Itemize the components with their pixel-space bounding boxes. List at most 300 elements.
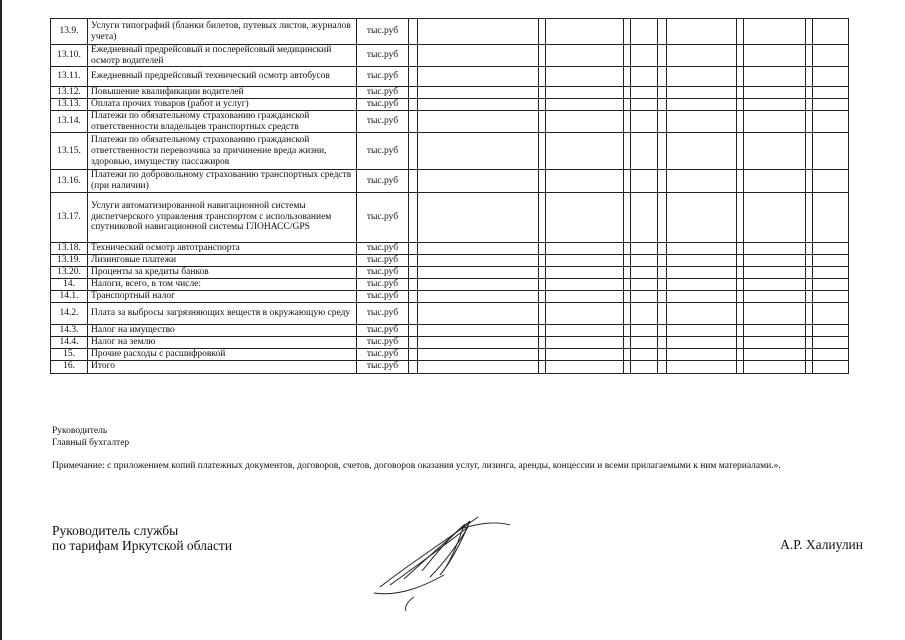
table-row bbox=[51, 242, 849, 254]
row-name: Услуги типографий (бланки билетов, путевых листов, журналов учета) bbox=[88, 19, 357, 45]
row-name: Налог на землю bbox=[88, 336, 357, 348]
row-unit: тыс.руб bbox=[357, 192, 409, 242]
value-cell bbox=[737, 254, 744, 266]
row-unit: тыс.руб bbox=[357, 242, 409, 254]
value-cell bbox=[658, 360, 667, 373]
value-cell bbox=[806, 324, 813, 336]
value-cell bbox=[631, 302, 658, 324]
value-cell bbox=[409, 336, 418, 348]
value-cell bbox=[737, 170, 744, 192]
value-cell bbox=[624, 19, 631, 45]
table-row bbox=[51, 133, 849, 170]
value-cell bbox=[624, 87, 631, 99]
value-cell bbox=[744, 19, 806, 45]
value-cell bbox=[806, 67, 813, 87]
value-cell bbox=[409, 45, 418, 67]
table-row bbox=[51, 19, 849, 45]
table-row bbox=[51, 290, 849, 302]
value-cell bbox=[624, 242, 631, 254]
value-cell bbox=[667, 360, 737, 373]
chief-accountant-label: Главный бухгалтер bbox=[52, 438, 130, 448]
row-number: 14.1. bbox=[51, 290, 88, 302]
row-unit: тыс.руб bbox=[357, 87, 409, 99]
value-cell bbox=[806, 87, 813, 99]
value-cell bbox=[546, 87, 624, 99]
row-unit: тыс.руб bbox=[357, 278, 409, 290]
row-unit: тыс.руб bbox=[357, 266, 409, 278]
value-cell bbox=[744, 133, 806, 170]
row-unit: тыс.руб bbox=[357, 336, 409, 348]
row-unit: тыс.руб bbox=[357, 348, 409, 360]
value-cell bbox=[806, 242, 813, 254]
value-cell bbox=[806, 348, 813, 360]
value-cell bbox=[539, 170, 546, 192]
table-row bbox=[51, 360, 849, 373]
value-cell bbox=[539, 45, 546, 67]
value-cell bbox=[418, 99, 539, 111]
value-cell bbox=[409, 19, 418, 45]
value-cell bbox=[539, 324, 546, 336]
table-row bbox=[51, 67, 849, 87]
value-cell bbox=[546, 45, 624, 67]
row-name: Транспортный налог bbox=[88, 290, 357, 302]
value-cell bbox=[409, 67, 418, 87]
value-cell bbox=[667, 99, 737, 111]
value-cell bbox=[737, 360, 744, 373]
value-cell bbox=[546, 266, 624, 278]
value-cell bbox=[624, 336, 631, 348]
value-cell bbox=[744, 45, 806, 67]
service-head-name: А.Р. Халиулин bbox=[780, 537, 863, 552]
row-name: Налоги, всего, в том числе: bbox=[88, 278, 357, 290]
value-cell bbox=[806, 192, 813, 242]
value-cell bbox=[737, 133, 744, 170]
value-cell bbox=[624, 360, 631, 373]
value-cell bbox=[409, 170, 418, 192]
value-cell bbox=[813, 278, 849, 290]
row-unit: тыс.руб bbox=[357, 45, 409, 67]
value-cell bbox=[744, 111, 806, 133]
value-cell bbox=[631, 19, 658, 45]
table-row bbox=[51, 278, 849, 290]
row-name: Ежедневный предрейсовый и послерейсовый медицинский осмотр водителей bbox=[88, 45, 357, 67]
table-row bbox=[51, 302, 849, 324]
row-unit: тыс.руб bbox=[357, 170, 409, 192]
value-cell bbox=[813, 290, 849, 302]
service-head-title bbox=[52, 524, 232, 553]
value-cell bbox=[418, 242, 539, 254]
value-cell bbox=[813, 45, 849, 67]
row-unit: тыс.руб bbox=[357, 19, 409, 45]
value-cell bbox=[546, 324, 624, 336]
value-cell bbox=[409, 278, 418, 290]
value-cell bbox=[539, 336, 546, 348]
value-cell bbox=[658, 19, 667, 45]
value-cell bbox=[813, 266, 849, 278]
value-cell bbox=[631, 266, 658, 278]
value-cell bbox=[624, 67, 631, 87]
value-cell bbox=[813, 192, 849, 242]
value-cell bbox=[658, 348, 667, 360]
value-cell bbox=[658, 192, 667, 242]
row-unit: тыс.руб bbox=[357, 360, 409, 373]
row-name: Услуги автоматизированной навигационной системы диспетчерского управления транспортом с использованием спутниковой навигационной системы ГЛОНАСС/GPS bbox=[88, 192, 357, 242]
value-cell bbox=[813, 133, 849, 170]
value-cell bbox=[624, 302, 631, 324]
value-cell bbox=[624, 170, 631, 192]
row-name: Повышение квалификации водителей bbox=[88, 87, 357, 99]
value-cell bbox=[658, 87, 667, 99]
row-number: 13.18. bbox=[51, 242, 88, 254]
value-cell bbox=[418, 336, 539, 348]
value-cell bbox=[806, 254, 813, 266]
value-cell bbox=[813, 302, 849, 324]
value-cell bbox=[624, 324, 631, 336]
value-cell bbox=[667, 278, 737, 290]
value-cell bbox=[539, 254, 546, 266]
value-cell bbox=[539, 192, 546, 242]
value-cell bbox=[813, 348, 849, 360]
value-cell bbox=[418, 133, 539, 170]
value-cell bbox=[806, 278, 813, 290]
value-cell bbox=[418, 302, 539, 324]
table-row bbox=[51, 99, 849, 111]
value-cell bbox=[409, 302, 418, 324]
value-cell bbox=[418, 45, 539, 67]
service-head-title-line2: по тарифам Иркутской области bbox=[52, 537, 233, 553]
value-cell bbox=[737, 336, 744, 348]
row-unit: тыс.руб bbox=[357, 111, 409, 133]
value-cell bbox=[737, 302, 744, 324]
value-cell bbox=[546, 133, 624, 170]
row-name: Проценты за кредиты банков bbox=[88, 266, 357, 278]
row-number: 13.9. bbox=[51, 19, 88, 45]
row-name: Прочие расходы с расшифровкой bbox=[88, 348, 357, 360]
row-number: 13.11. bbox=[51, 67, 88, 87]
value-cell bbox=[737, 242, 744, 254]
value-cell bbox=[658, 45, 667, 67]
value-cell bbox=[806, 111, 813, 133]
value-cell bbox=[546, 348, 624, 360]
expense-table bbox=[50, 18, 849, 374]
value-cell bbox=[631, 324, 658, 336]
value-cell bbox=[631, 192, 658, 242]
value-cell bbox=[744, 254, 806, 266]
row-number: 13.15. bbox=[51, 133, 88, 170]
row-name: Итого bbox=[88, 360, 357, 373]
value-cell bbox=[409, 254, 418, 266]
row-name: Лизинговые платежи bbox=[88, 254, 357, 266]
value-cell bbox=[667, 242, 737, 254]
row-number: 14.3. bbox=[51, 324, 88, 336]
value-cell bbox=[744, 266, 806, 278]
row-unit: тыс.руб bbox=[357, 67, 409, 87]
note-text: Примечание: с приложением копий платежных документов, договоров, счетов, договоров оказания услуг, лизинга, аренды, концессии и всеми прилагаемыми к ним материалами.». bbox=[52, 461, 781, 471]
value-cell bbox=[409, 111, 418, 133]
value-cell bbox=[667, 302, 737, 324]
row-name: Плата за выбросы загрязняющих веществ в окружающую среду bbox=[88, 302, 357, 324]
value-cell bbox=[539, 19, 546, 45]
service-head-title-line1: Руководитель службы bbox=[52, 523, 179, 538]
director-label: Руководитель bbox=[52, 426, 108, 436]
value-cell bbox=[667, 192, 737, 242]
value-cell bbox=[624, 278, 631, 290]
value-cell bbox=[806, 336, 813, 348]
value-cell bbox=[546, 99, 624, 111]
row-number: 14. bbox=[51, 278, 88, 290]
row-name: Платежи по обязательному страхованию гражданской ответственности перевозчика за причинение вреда жизни, здоровью, имуществу пассажиров bbox=[88, 133, 357, 170]
row-name: Платежи по обязательному страхованию гражданской ответственности владельцев транспортных средств bbox=[88, 111, 357, 133]
value-cell bbox=[667, 19, 737, 45]
table-row bbox=[51, 87, 849, 99]
table-row bbox=[51, 192, 849, 242]
row-name: Налог на имущество bbox=[88, 324, 357, 336]
row-number: 13.19. bbox=[51, 254, 88, 266]
value-cell bbox=[631, 278, 658, 290]
value-cell bbox=[658, 278, 667, 290]
value-cell bbox=[813, 87, 849, 99]
table-row bbox=[51, 45, 849, 67]
value-cell bbox=[539, 290, 546, 302]
value-cell bbox=[806, 45, 813, 67]
value-cell bbox=[667, 133, 737, 170]
value-cell bbox=[624, 99, 631, 111]
value-cell bbox=[418, 278, 539, 290]
row-number: 13.17. bbox=[51, 192, 88, 242]
value-cell bbox=[737, 278, 744, 290]
value-cell bbox=[631, 348, 658, 360]
value-cell bbox=[418, 254, 539, 266]
value-cell bbox=[539, 111, 546, 133]
value-cell bbox=[813, 360, 849, 373]
value-cell bbox=[658, 290, 667, 302]
value-cell bbox=[631, 254, 658, 266]
value-cell bbox=[631, 170, 658, 192]
row-name: Платежи по добровольному страхованию транспортных средств (при наличии) bbox=[88, 170, 357, 192]
value-cell bbox=[631, 99, 658, 111]
value-cell bbox=[658, 266, 667, 278]
value-cell bbox=[737, 99, 744, 111]
value-cell bbox=[539, 242, 546, 254]
value-cell bbox=[806, 266, 813, 278]
value-cell bbox=[418, 111, 539, 133]
value-cell bbox=[539, 360, 546, 373]
value-cell bbox=[744, 170, 806, 192]
row-unit: тыс.руб bbox=[357, 99, 409, 111]
row-number: 14.2. bbox=[51, 302, 88, 324]
value-cell bbox=[624, 192, 631, 242]
value-cell bbox=[744, 87, 806, 99]
value-cell bbox=[539, 87, 546, 99]
value-cell bbox=[409, 87, 418, 99]
value-cell bbox=[813, 19, 849, 45]
value-cell bbox=[806, 290, 813, 302]
value-cell bbox=[658, 336, 667, 348]
value-cell bbox=[624, 45, 631, 67]
table-row bbox=[51, 111, 849, 133]
value-cell bbox=[546, 360, 624, 373]
value-cell bbox=[546, 67, 624, 87]
row-unit: тыс.руб bbox=[357, 254, 409, 266]
value-cell bbox=[813, 254, 849, 266]
value-cell bbox=[546, 192, 624, 242]
value-cell bbox=[744, 67, 806, 87]
value-cell bbox=[667, 348, 737, 360]
table-row bbox=[51, 266, 849, 278]
row-number: 16. bbox=[51, 360, 88, 373]
value-cell bbox=[806, 99, 813, 111]
value-cell bbox=[658, 99, 667, 111]
row-unit: тыс.руб bbox=[357, 133, 409, 170]
value-cell bbox=[418, 170, 539, 192]
row-number: 14.4. bbox=[51, 336, 88, 348]
row-number: 15. bbox=[51, 348, 88, 360]
value-cell bbox=[546, 254, 624, 266]
value-cell bbox=[631, 67, 658, 87]
value-cell bbox=[737, 290, 744, 302]
value-cell bbox=[409, 133, 418, 170]
value-cell bbox=[546, 242, 624, 254]
value-cell bbox=[409, 192, 418, 242]
row-unit: тыс.руб bbox=[357, 302, 409, 324]
value-cell bbox=[737, 87, 744, 99]
value-cell bbox=[813, 242, 849, 254]
value-cell bbox=[539, 348, 546, 360]
value-cell bbox=[546, 111, 624, 133]
value-cell bbox=[546, 278, 624, 290]
value-cell bbox=[546, 290, 624, 302]
value-cell bbox=[409, 242, 418, 254]
table-row bbox=[51, 336, 849, 348]
value-cell bbox=[744, 242, 806, 254]
value-cell bbox=[409, 99, 418, 111]
row-name: Оплата прочих товаров (работ и услуг) bbox=[88, 99, 357, 111]
table-row bbox=[51, 324, 849, 336]
value-cell bbox=[631, 336, 658, 348]
value-cell bbox=[744, 348, 806, 360]
value-cell bbox=[546, 336, 624, 348]
value-cell bbox=[631, 133, 658, 170]
value-cell bbox=[409, 266, 418, 278]
row-unit: тыс.руб bbox=[357, 324, 409, 336]
value-cell bbox=[813, 99, 849, 111]
value-cell bbox=[658, 67, 667, 87]
value-cell bbox=[631, 45, 658, 67]
value-cell bbox=[418, 87, 539, 99]
value-cell bbox=[737, 111, 744, 133]
value-cell bbox=[737, 266, 744, 278]
value-cell bbox=[418, 290, 539, 302]
value-cell bbox=[667, 336, 737, 348]
value-cell bbox=[813, 336, 849, 348]
value-cell bbox=[737, 67, 744, 87]
row-number: 13.10. bbox=[51, 45, 88, 67]
value-cell bbox=[667, 254, 737, 266]
value-cell bbox=[418, 19, 539, 45]
value-cell bbox=[409, 360, 418, 373]
value-cell bbox=[667, 111, 737, 133]
value-cell bbox=[744, 324, 806, 336]
value-cell bbox=[631, 87, 658, 99]
value-cell bbox=[806, 360, 813, 373]
value-cell bbox=[813, 111, 849, 133]
value-cell bbox=[744, 360, 806, 373]
value-cell bbox=[658, 302, 667, 324]
value-cell bbox=[539, 302, 546, 324]
value-cell bbox=[744, 278, 806, 290]
value-cell bbox=[667, 290, 737, 302]
value-cell bbox=[624, 290, 631, 302]
value-cell bbox=[546, 302, 624, 324]
value-cell bbox=[631, 111, 658, 133]
handwritten-signature bbox=[360, 505, 520, 615]
row-name: Ежедневный предрейсовый технический осмотр автобусов bbox=[88, 67, 357, 87]
value-cell bbox=[667, 87, 737, 99]
value-cell bbox=[539, 266, 546, 278]
row-number: 13.12. bbox=[51, 87, 88, 99]
value-cell bbox=[667, 324, 737, 336]
value-cell bbox=[418, 360, 539, 373]
value-cell bbox=[667, 266, 737, 278]
row-name: Технический осмотр автотранспорта bbox=[88, 242, 357, 254]
value-cell bbox=[667, 170, 737, 192]
value-cell bbox=[409, 348, 418, 360]
value-cell bbox=[631, 290, 658, 302]
value-cell bbox=[409, 290, 418, 302]
value-cell bbox=[624, 254, 631, 266]
value-cell bbox=[744, 290, 806, 302]
value-cell bbox=[737, 324, 744, 336]
value-cell bbox=[667, 45, 737, 67]
value-cell bbox=[546, 170, 624, 192]
value-cell bbox=[418, 192, 539, 242]
value-cell bbox=[744, 192, 806, 242]
value-cell bbox=[624, 266, 631, 278]
value-cell bbox=[806, 19, 813, 45]
signatories-block bbox=[52, 425, 129, 449]
row-number: 13.13. bbox=[51, 99, 88, 111]
value-cell bbox=[737, 19, 744, 45]
value-cell bbox=[418, 67, 539, 87]
value-cell bbox=[813, 67, 849, 87]
row-unit: тыс.руб bbox=[357, 290, 409, 302]
value-cell bbox=[624, 133, 631, 170]
value-cell bbox=[658, 324, 667, 336]
value-cell bbox=[744, 99, 806, 111]
value-cell bbox=[539, 67, 546, 87]
value-cell bbox=[658, 111, 667, 133]
value-cell bbox=[806, 170, 813, 192]
row-number: 13.20. bbox=[51, 266, 88, 278]
value-cell bbox=[737, 45, 744, 67]
value-cell bbox=[546, 19, 624, 45]
table-row bbox=[51, 348, 849, 360]
value-cell bbox=[409, 324, 418, 336]
value-cell bbox=[658, 254, 667, 266]
scan-edge-line bbox=[0, 0, 2, 640]
value-cell bbox=[631, 242, 658, 254]
value-cell bbox=[813, 170, 849, 192]
value-cell bbox=[737, 348, 744, 360]
value-cell bbox=[539, 99, 546, 111]
row-number: 13.16. bbox=[51, 170, 88, 192]
value-cell bbox=[744, 336, 806, 348]
value-cell bbox=[658, 133, 667, 170]
value-cell bbox=[418, 266, 539, 278]
value-cell bbox=[624, 111, 631, 133]
value-cell bbox=[806, 133, 813, 170]
row-number: 13.14. bbox=[51, 111, 88, 133]
